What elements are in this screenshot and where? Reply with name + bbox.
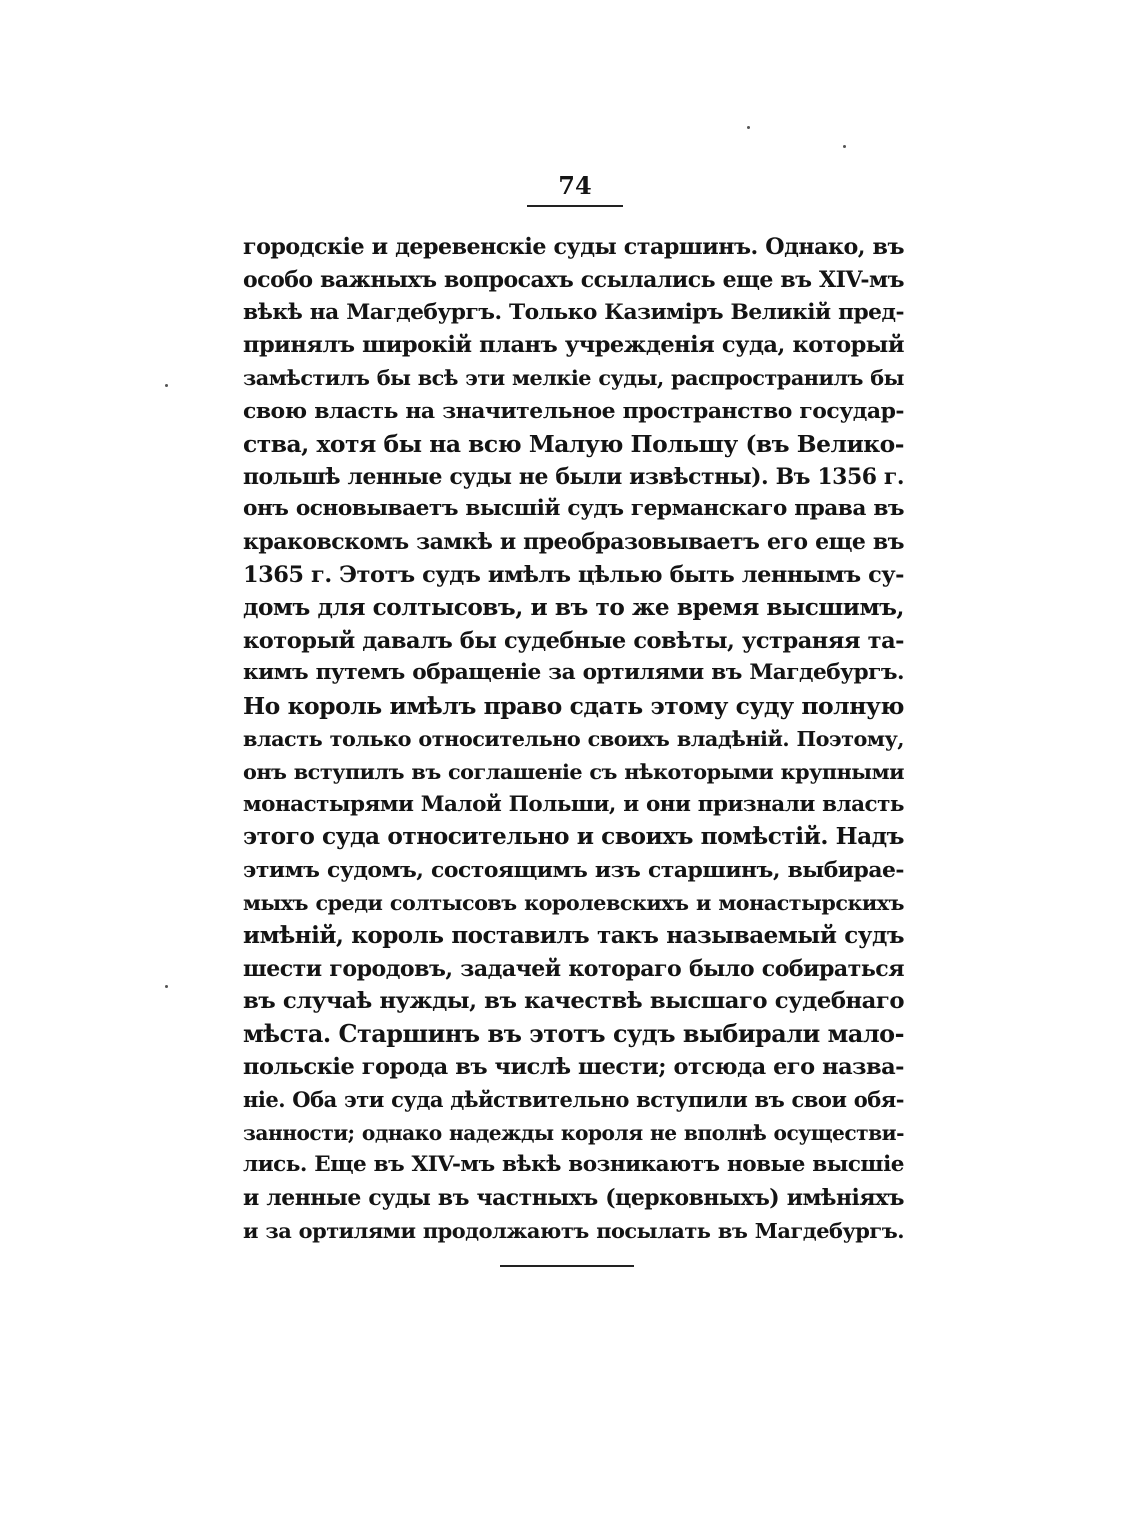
scan-speck — [843, 145, 846, 148]
text-line: ства, хотя бы на всю Малую Польшу (въ Велико- — [243, 429, 904, 458]
text-line: занности; однако надежды короля не вполнѣ осуществи- — [243, 1120, 904, 1145]
text-line: этимъ судомъ, состоящимъ изъ старшинъ, выбирае- — [243, 857, 904, 884]
scan-speck — [165, 985, 168, 988]
page-number: 74 — [558, 171, 592, 200]
text-line: лись. Еще въ XIV-мъ вѣкѣ возникаютъ новые высшіе — [243, 1152, 904, 1178]
text-line: мыхъ среди солтысовъ королевскихъ и монастырскихъ — [243, 890, 904, 915]
scan-speck — [747, 126, 750, 129]
text-line: особо важныхъ вопросахъ ссылались еще въ XIV-мъ — [243, 266, 904, 293]
text-line: краковскомъ замкѣ и преобразовываетъ его еще въ — [243, 529, 904, 556]
text-line: городскіе и деревенскіе суды старшинъ. Однако, въ — [243, 234, 904, 260]
text-line: который давалъ бы судебные совѣты, устраняя та- — [243, 627, 904, 654]
text-line: принялъ широкій планъ учрежденія суда, который — [243, 332, 904, 359]
text-line: кимъ путемъ обращеніе за ортилями въ Магдебургъ. — [243, 660, 904, 686]
text-line: и за ортилями продолжаютъ посылать въ Магдебургъ. — [243, 1217, 904, 1243]
text-line: власть только относительно своихъ владѣній. Поэтому, — [243, 725, 904, 751]
page-number-rule — [527, 205, 623, 207]
text-line: домъ для солтысовъ, и въ то же время высшимъ, — [243, 593, 904, 621]
text-line: ніе. Оба эти суда дѣйствительно вступили въ свои обя- — [243, 1086, 904, 1112]
text-line: Но король имѣлъ право сдать этому суду полную — [243, 692, 904, 721]
text-line: въ случаѣ нужды, въ качествѣ высшаго судебнаго — [243, 988, 904, 1015]
text-line: имѣній, король поставилъ такъ называемый судъ — [243, 921, 904, 949]
text-line: мѣста. Старшинъ въ этотъ судъ выбирали мало- — [243, 1020, 904, 1049]
text-line: онъ вступилъ въ соглашеніе съ нѣкоторыми крупными — [243, 759, 904, 784]
text-line: замѣстилъ бы всѣ эти мелкіе суды, распространилъ бы — [243, 365, 904, 391]
text-line: онъ основываетъ высшій судъ германскаго права въ — [243, 496, 904, 522]
end-rule — [500, 1265, 634, 1267]
text-line: свою власть на значительное пространство государ- — [243, 397, 904, 424]
text-line: монастырями Малой Польши, и они признали власть — [243, 791, 904, 817]
text-line: шести городовъ, задачей котораго было собираться — [243, 955, 904, 982]
body-text — [243, 231, 904, 1248]
text-line: и ленные суды въ частныхъ (церковныхъ) имѣніяхъ — [243, 1185, 904, 1212]
text-line: вѣкѣ на Магдебургъ. Только Казиміръ Великій пред- — [243, 299, 904, 325]
text-line: 1365 г. Этотъ судъ имѣлъ цѣлью быть леннымъ су- — [243, 561, 904, 588]
text-line: польскіе города въ числѣ шести; отсюда его назва- — [243, 1053, 904, 1080]
scan-speck — [165, 384, 168, 387]
text-line: польшѣ ленные суды не были извѣстны). Въ 1356 г. — [243, 463, 904, 490]
text-line: этого суда относительно и своихъ помѣстій. Надъ — [243, 823, 904, 851]
